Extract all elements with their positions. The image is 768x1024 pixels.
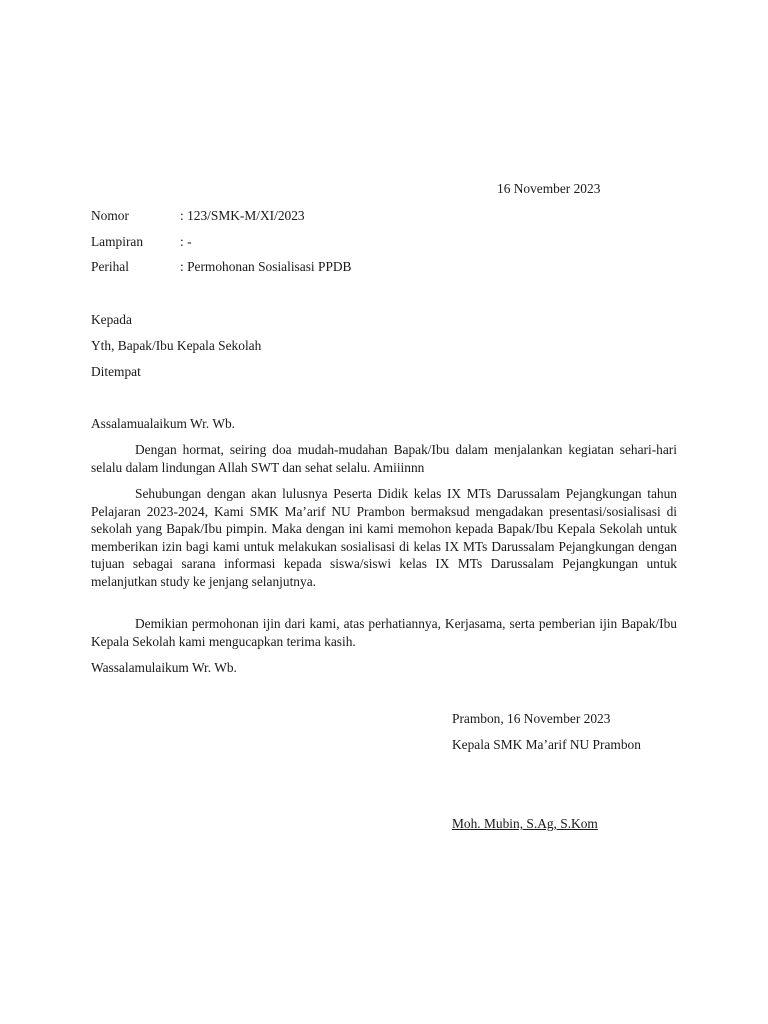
body-paragraph-2: Sehubungan dengan akan lulusnya Peserta Didik kelas IX MTs Darussalam Pejangkungan tahun Pelajaran 2023-2024, Kami SMK Ma’arif NU Prambon bermaksud mengadakan presentasi/sosialisasi di sekolah yang Bapak/Ibu pimpin. Maka dengan ini kami memohon kepada Bapak/Ibu Kepala Sekolah untuk memberikan izin bagi kami untuk melakukan sosialisasi di kelas IX MTs Darussalam Pejangkungan dengan tujuan sebagai sarana informasi kepada siswa/siswi kelas IX MTs Darussalam Pejangkungan untuk melanjutkan study ke jenjang selanjutnya. <box>91 486 677 589</box>
perihal-label: Perihal <box>91 259 129 274</box>
lampiran-label: Lampiran <box>91 234 144 249</box>
recipient-line-1: Kepada <box>91 312 132 327</box>
body-paragraph-3: Demikian permohonan ijin dari kami, atas perhatiannya, Kerjasama, serta pemberian ijin Bapak/Ibu Kepala Sekolah kami mengucapkan terima kasih. <box>91 616 677 649</box>
lampiran-value: : - <box>180 234 192 249</box>
recipient-line-3: Ditempat <box>91 364 141 379</box>
greeting: Assalamualaikum Wr. Wb. <box>91 416 236 431</box>
closing: Wassalamulaikum Wr. Wb. <box>91 660 237 675</box>
body-paragraph-1: Dengan hormat, seiring doa mudah-mudahan Bapak/Ibu dalam menjalankan kegiatan sehari-hari selalu dalam lindungan Allah SWT dan sehat selalu. Amiiinnn <box>91 442 677 475</box>
nomor-label: Nomor <box>91 208 129 223</box>
signature-place-date: Prambon, 16 November 2023 <box>452 711 611 726</box>
perihal-value: : Permohonan Sosialisasi PPDB <box>180 259 352 274</box>
nomor-value: : 123/SMK-M/XI/2023 <box>180 208 305 223</box>
letter-date: 16 November 2023 <box>497 181 601 196</box>
recipient-line-2: Yth, Bapak/Ibu Kepala Sekolah <box>91 338 262 353</box>
signature-name: Moh. Mubin, S.Ag, S.Kom <box>452 816 598 831</box>
signature-title: Kepala SMK Ma’arif NU Prambon <box>452 737 641 752</box>
